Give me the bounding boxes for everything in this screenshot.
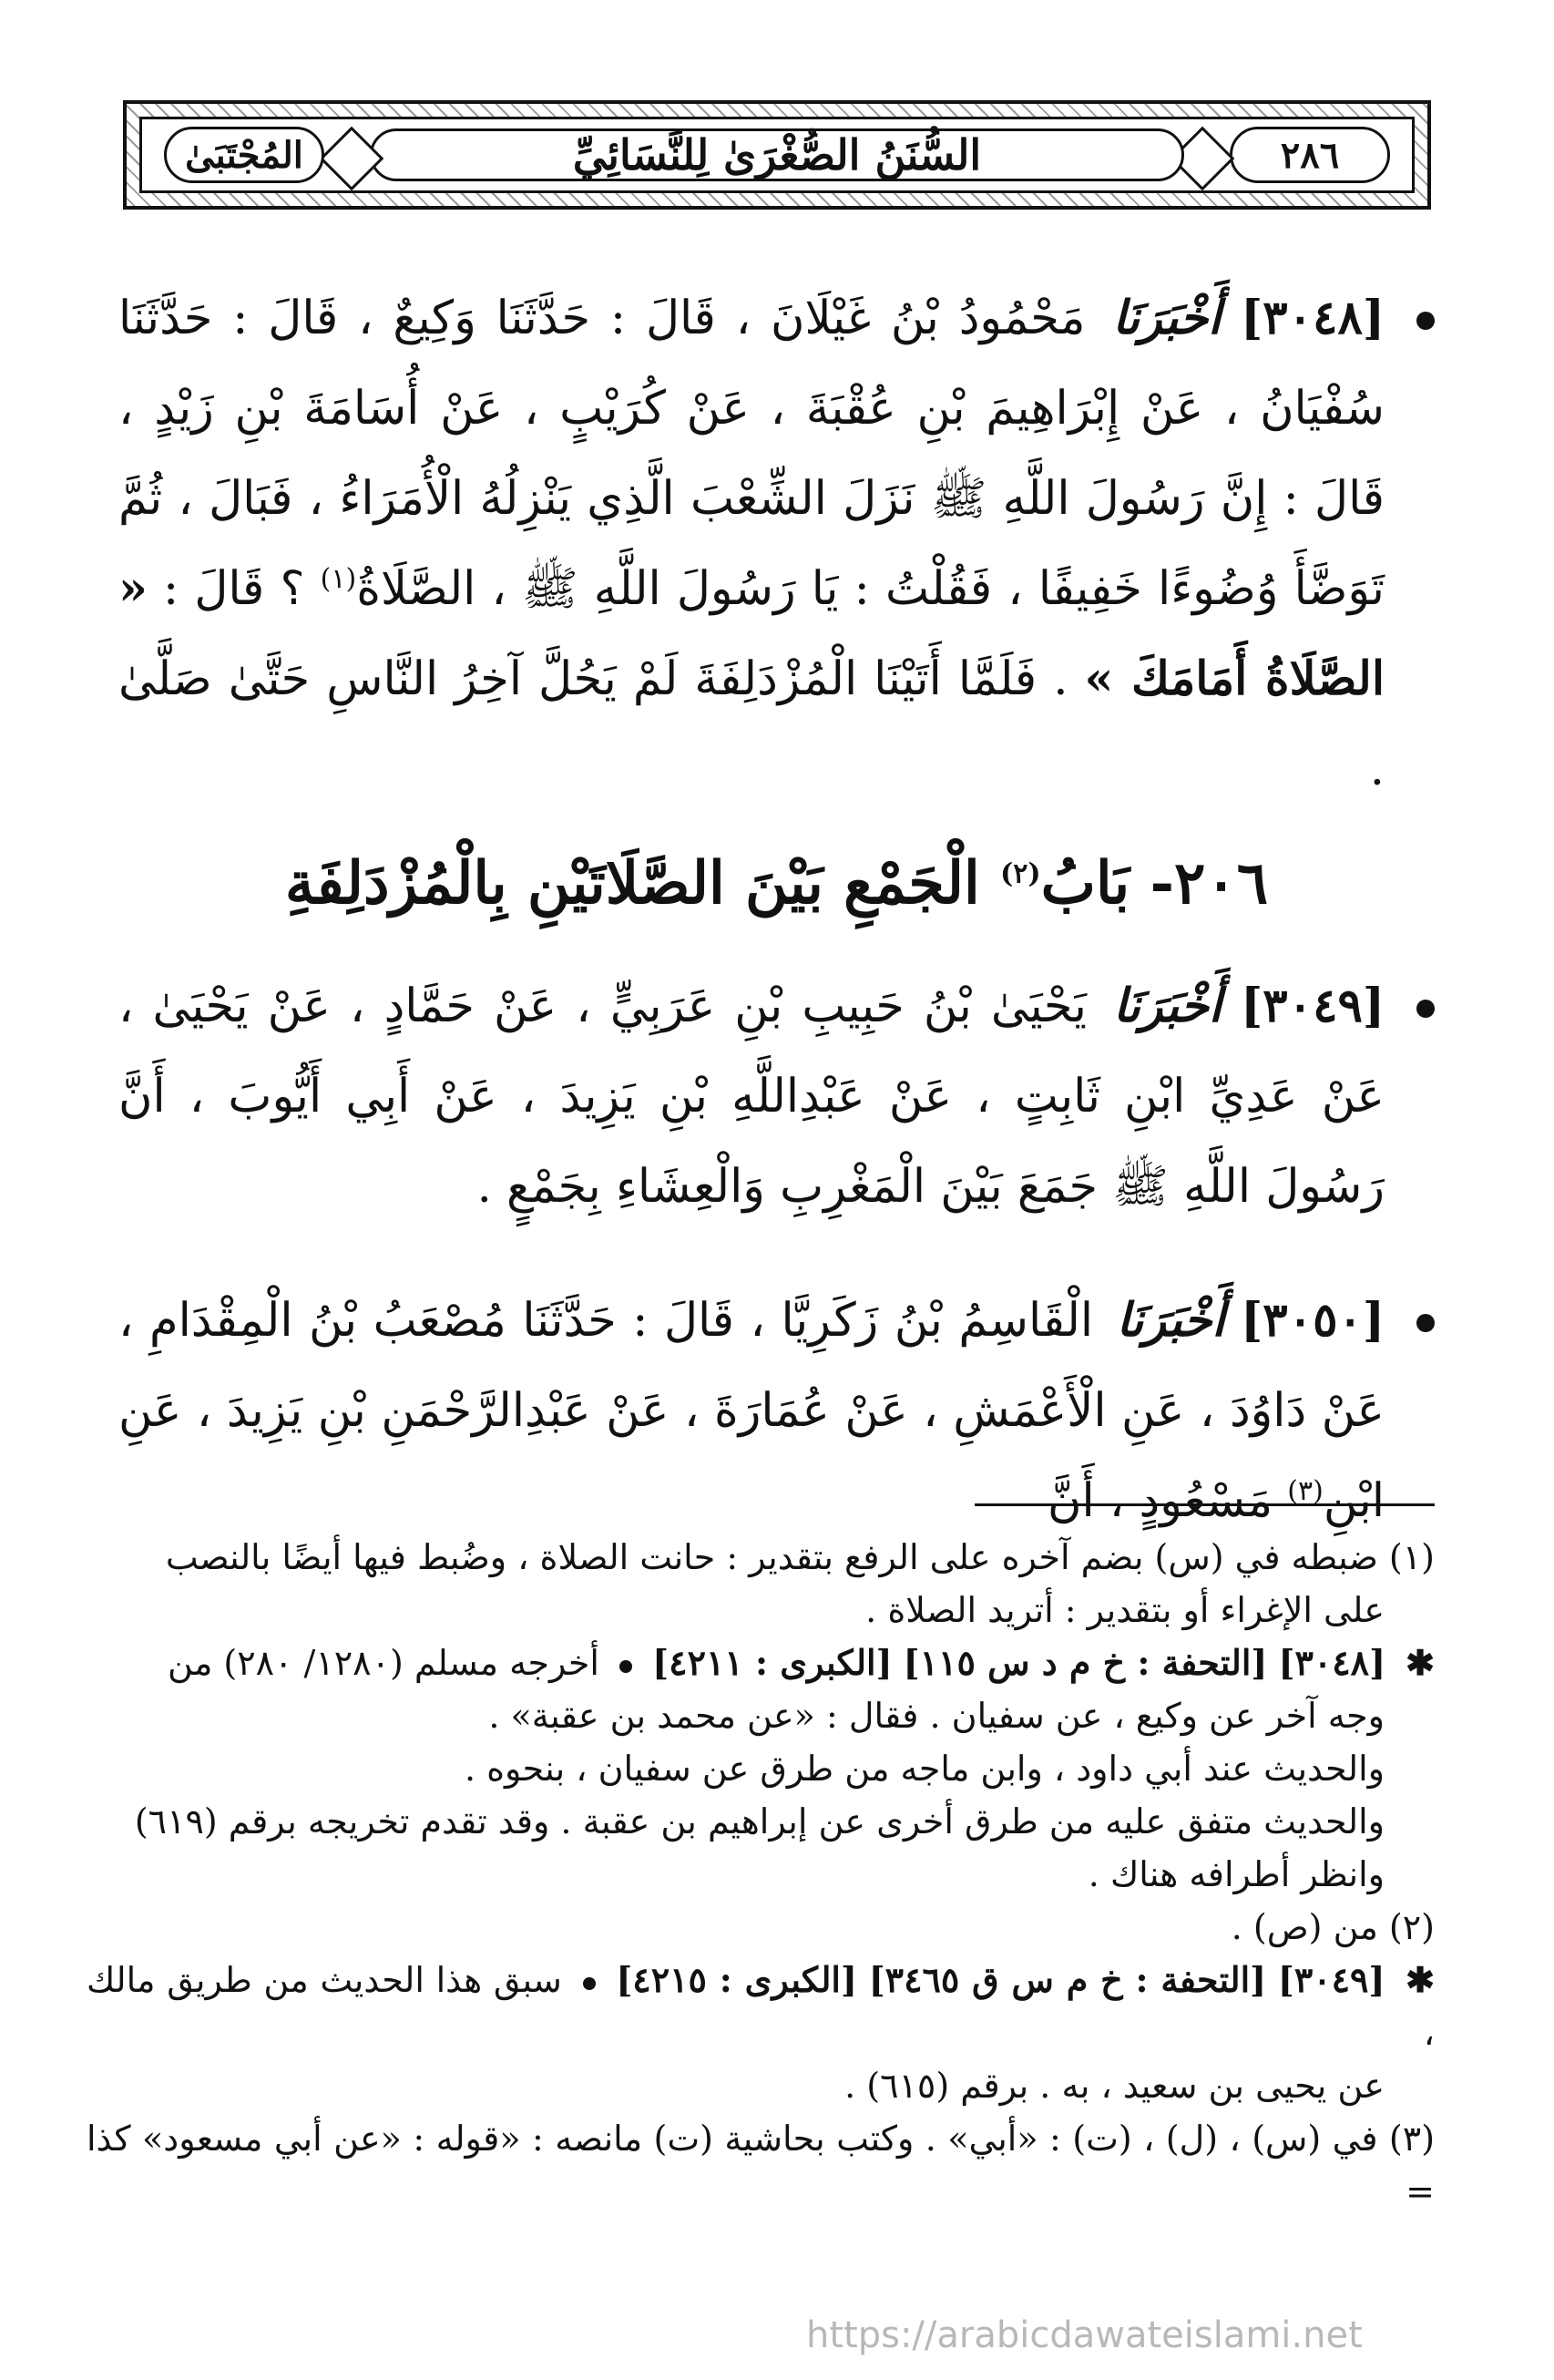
running-title-cartouche [370,128,1184,181]
hadith-text: يَحُلَّ آخِرُ النَّاسِ حَتَّىٰ صَلَّىٰ . [118,652,1385,796]
star-icon: ✱ [1406,1642,1435,1683]
tuhfa-ref: [التحفة : خ م د س ١١٥] [903,1642,1268,1683]
bullet-icon [619,1660,632,1673]
bullet-icon [1416,1314,1435,1332]
takhrij-label: [٣٠٤٩] [1277,1959,1385,2000]
takhrij-label: [٣٠٤٨] [1278,1642,1386,1683]
hadith-text: مَحْمُودُ بْنُ غَيْلَانَ ، قَالَ : حَدَّثَنَا وَكِيعٌ ، قَالَ : حَدَّثَنَا سُفْيَانُ ، [118,292,1385,436]
hadith-text: الْمَغْرِبِ وَالْعِشَاءِ بِجَمْعٍ . [476,1160,926,1214]
page-number: ٢٨٦ [1230,127,1390,183]
bullet-icon [1416,1000,1435,1018]
hadith-text: نَزَلَ الشِّعْبَ الَّذِي يَنْزِلُهُ الْأُمَرَاءُ ، فَبَالَ ، ثُمَّ تَوَضَّأَ وُضُوءًا خَفِيفًا ، فَقُلْتُ : [118,472,1385,616]
footnotes [87,1531,1435,2218]
footnote-ref[interactable]: (٢) [1000,857,1041,890]
prophetic-quote: « الصَّلَاةُ أَمَامَكَ » [118,561,1385,706]
footnote-3: (٣) في (س) ، (ل) ، (ت) : «أبي» . وكتب بحاشية (ت) مانصه : «قوله : «عن أبي مسعود» كذا = [87,2118,1436,2211]
takhrij-3049-cont: عن يحيى بن سعيد ، به . برقم (٦١٥) . [844,2066,1385,2106]
page-header-frame [123,100,1431,210]
takhrij-3048 [87,1636,1435,1689]
takhrij-text: سبق هذا الحديث من طريق مالك ، [87,1960,1435,2053]
watermark-link[interactable]: https://arabicdawateislami.net [806,2314,1363,2356]
footnote-separator [975,1503,1435,1506]
hadith-text: الْقَاسِمُ بْنُ زَكَرِيَّا ، قَالَ : حَدَّثَنَا مُصْعَبُ بْنُ الْمِقْدَامِ ، عَنْ دَاوُدَ ، [118,1294,1385,1438]
kubra-ref: [الكبرى : ٤٢١٥] [616,1959,857,2000]
bullet-icon [1416,312,1435,330]
running-title: السُّنَنُ الصُّغْرَىٰ لِلنَّسَائِيِّ [572,130,982,180]
hadith-text: مَسْعُودٍ ، أَنَّ [1048,1474,1273,1528]
hadith-text: ؟ قَالَ : [163,562,305,616]
star-icon: ✱ [1406,1959,1436,2000]
footnote-1-cont: على الإغراء أو بتقدير : أتريد الصلاة . [865,1590,1385,1630]
footnote-2: (٢) من (ص) . [1231,1907,1435,1947]
hadith-3048 [118,273,1435,815]
footnote-ref[interactable]: (١) [320,563,357,595]
kubra-ref: [الكبرى : ٤٢١١] [652,1642,893,1683]
book-emblem: المُجْتَبَىٰ [164,127,324,183]
hadith-text: عَنْ إِبْرَاهِيمَ بْنِ عُقْبَةَ ، عَنْ كُرَيْبٍ ، عَنْ أُسَامَةَ بْنِ زَيْدٍ ، قَالَ : إِنَّ رَسُولَ اللَّهِ ﷺ [118,382,1385,526]
takhrij-3048-cont: وجه آخر عن وكيع ، عن سفيان . فقال : «عن محمد بن عقبة» . [488,1696,1385,1736]
page-header-inner [139,117,1415,193]
hadith-3049 [118,961,1435,1232]
hadith-number: [٣٠٤٨] [1241,291,1385,345]
chapter-heading [118,838,1435,929]
chapter-title: الْجَمْعِ بَيْنَ الصَّلَاتَيْنِ بِالْمُزْدَلِفَةِ [284,849,980,918]
hadith-text: عَنِ الْأَعْمَشِ ، عَنْ عُمَارَةَ ، عَنْ عَبْدِالرَّحْمَنِ بْنِ يَزِيدَ ، عَنِ ابْنِ [118,1384,1385,1528]
takhrij-3048-cont: والحديث عند أبي داود ، وابن ماجه من طرق عن سفيان ، بنحوه . [464,1749,1385,1789]
footnote-ref[interactable]: (٣) [1287,1475,1324,1507]
akhbarana-label: أَخْبَرَنَا [1112,291,1222,345]
takhrij-3049 [87,1954,1435,2059]
chapter-bab: بَابُ [1040,849,1130,918]
chapter-number: ٢٠٦- [1150,849,1269,918]
hadith-number: [٣٠٤٩] [1241,979,1385,1033]
hadith-text: يَحْيَىٰ بْنُ حَبِيبِ بْنِ عَرَبِيٍّ ، عَنْ حَمَّادٍ ، عَنْ يَحْيَىٰ ، عَنْ عَدِيِّ [118,980,1385,1123]
takhrij-text: أخرجه مسلم (١٢٨٠/ ٢٨٠) من [168,1643,599,1683]
akhbarana-label: أَخْبَرَنَا [1113,979,1222,1033]
bullet-icon [583,1977,596,1990]
takhrij-3048-cont: والحديث متفق عليه من طرق أخرى عن إبراهيم بن عقبة . وقد تقدم تخريجه برقم (٦١٩) [134,1801,1385,1841]
hadith-text: يَا رَسُولَ اللَّهِ ﷺ ، الصَّلَاةُ [356,562,839,616]
takhrij-3048-cont: وانظر أطرافه هناك . [1088,1854,1385,1894]
ornament-icon [320,127,384,191]
tuhfa-ref: [التحفة : خ م س ق ٣٤٦٥] [868,1959,1267,2000]
hadith-text: ابْنِ ثَابِتٍ ، عَنْ عَبْدِاللَّهِ بْنِ يَزِيدَ ، عَنْ أَبِي أَيُّوبَ ، أَنَّ رَسُولَ اللَّهِ ﷺ جَمَعَ بَيْنَ [118,1070,1385,1214]
footnote-1: (١) ضبطه في (س) بضم آخره على الرفع بتقدير : حانت الصلاة ، وضُبط فيها أيضًا بالنصب [165,1537,1435,1577]
hadith-number: [٣٠٥٠] [1241,1293,1385,1348]
hadith-text: . فَلَمَّا أَتَيْنَا الْمُزْدَلِفَةَ لَمْ [632,652,1068,706]
akhbarana-label: أَخْبَرَنَا [1116,1293,1225,1348]
